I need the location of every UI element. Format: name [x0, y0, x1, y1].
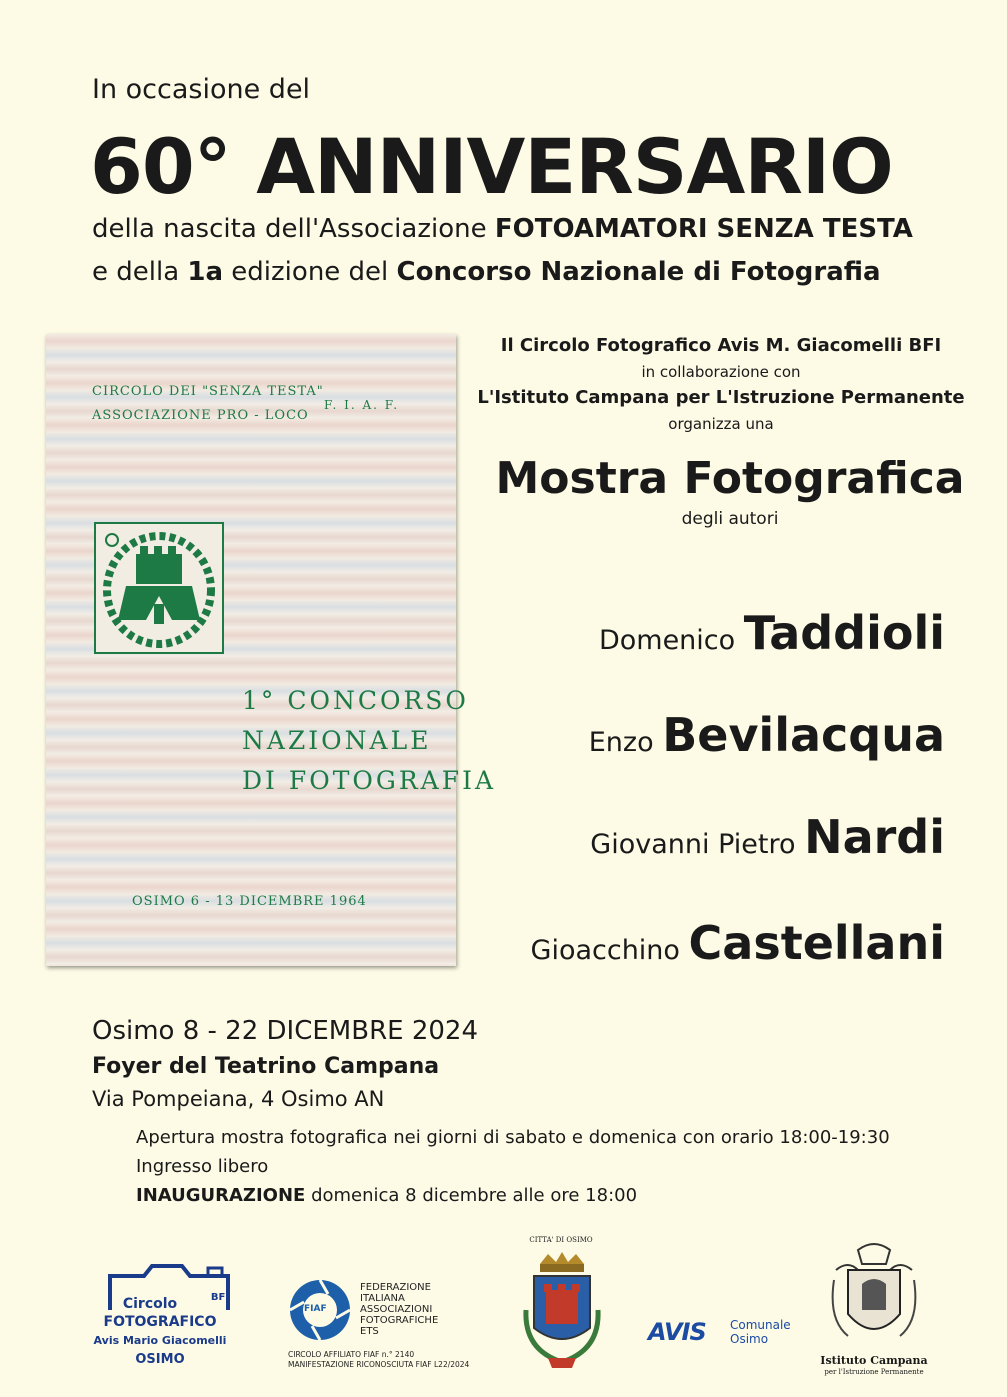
- subtitle-2-text-a: e della: [92, 257, 188, 287]
- event-address: Via Pompeiana, 4 Osimo AN: [92, 1087, 385, 1111]
- circolo-label-3: Avis Mario Giacomelli: [93, 1334, 227, 1347]
- organizer-1: Il Circolo Fotografico Avis M. Giacomelli BFI: [500, 335, 942, 356]
- circolo-bfi: BFI: [210, 1292, 230, 1303]
- circolo-fotografico-logo: [80, 1262, 240, 1374]
- author-last-name: Taddioli: [743, 606, 945, 660]
- inauguration-details: domenica 8 dicembre alle ore 18:00: [305, 1185, 638, 1206]
- fiaf-line: ITALIANA: [360, 1293, 405, 1304]
- author-last-name: Castellani: [688, 916, 945, 970]
- istituto-campana-logo: [818, 1240, 930, 1380]
- author-first-name: Enzo: [588, 727, 663, 758]
- opening-hours: Apertura mostra fotografica nei giorni di sabato e domenica con orario 18:00-19:30: [136, 1127, 890, 1148]
- collaboration-text: in collaborazione con: [641, 363, 801, 381]
- contest-name: Concorso Nazionale di Fotografia: [396, 257, 881, 287]
- subtitle-line-1: [92, 214, 913, 244]
- fiaf-line: ETS: [360, 1326, 379, 1337]
- coat-of-arms-icon: [520, 1250, 604, 1374]
- avis-osimo: Osimo: [730, 1332, 769, 1346]
- cover-date: OSIMO 6 - 13 DICEMBRE 1964: [132, 894, 367, 909]
- author-first-name: Giovanni Pietro: [590, 829, 805, 860]
- intro-text: In occasione del: [92, 74, 311, 105]
- author-3: [590, 810, 945, 864]
- circolo-label-1: Circolo: [122, 1296, 178, 1312]
- avis-comunale: Comunale: [730, 1318, 791, 1332]
- osimo-coat-of-arms: [516, 1236, 606, 1376]
- author-last-name: Bevilacqua: [662, 708, 945, 762]
- cover-line-2: ASSOCIAZIONE PRO - LOCO: [92, 408, 309, 423]
- fiaf-line: FOTOGRAFICHE: [360, 1315, 439, 1326]
- fiaf-affiliation: CIRCOLO AFFILIATO FIAF n.° 2140: [288, 1350, 415, 1359]
- tower-emblem-icon: [94, 522, 224, 654]
- inauguration-label: INAUGURAZIONE: [136, 1185, 306, 1206]
- fiaf-recognition: MANIFESTAZIONE RICONOSCIUTA FIAF L22/2024: [288, 1360, 470, 1369]
- author-first-name: Gioacchino: [530, 935, 689, 966]
- avis-logo: [648, 1316, 808, 1356]
- fiaf-badge-text: FIAF: [304, 1304, 327, 1314]
- author-2: [589, 708, 945, 762]
- cover-line-1: CIRCOLO DEI "SENZA TESTA": [92, 384, 324, 399]
- osimo-caption: CITTA' DI OSIMO: [529, 1236, 593, 1244]
- association-name: FOTOAMATORI SENZA TESTA: [494, 214, 913, 244]
- entry-info: Ingresso libero: [136, 1156, 269, 1177]
- subtitle-2-text-b: edizione del: [223, 257, 397, 287]
- cover-contest-line-3: DI FOTOGRAFIA: [242, 766, 497, 795]
- campana-tagline: per l'Istruzione Permanente: [824, 1368, 924, 1376]
- circolo-label-2: FOTOGRAFICO: [103, 1314, 217, 1330]
- exhibition-title: Mostra Fotografica: [495, 453, 965, 504]
- inauguration-info: [136, 1185, 637, 1206]
- cover-contest-line-1: 1° CONCORSO: [242, 686, 469, 715]
- campana-crest-icon: [828, 1240, 920, 1352]
- fiaf-name: [360, 1282, 438, 1337]
- circolo-label-4: OSIMO: [135, 1352, 185, 1367]
- author-last-name: Nardi: [804, 810, 945, 864]
- author-1: [599, 606, 945, 660]
- edition-number: 1a: [187, 257, 224, 287]
- author-first-name: Domenico: [598, 625, 744, 656]
- fiaf-footnote: [288, 1350, 469, 1370]
- organizes-text: organizza una: [668, 415, 774, 433]
- cover-fiaf: F. I. A. F.: [324, 398, 400, 412]
- subtitle-1-text: della nascita dell'Associazione: [92, 214, 495, 244]
- catalogue-cover-image: [46, 334, 497, 966]
- headline: 60° ANNIVERSARIO: [90, 122, 893, 211]
- campana-name: Istituto Campana: [820, 1354, 928, 1367]
- event-dates: Osimo 8 - 22 DICEMBRE 2024: [92, 1016, 479, 1046]
- subtitle-line-2: [92, 257, 881, 287]
- author-4: [531, 916, 945, 970]
- fiaf-line: ASSOCIAZIONI: [360, 1304, 433, 1315]
- fiaf-line: FEDERAZIONE: [360, 1282, 431, 1293]
- avis-mark: AVIS: [648, 1318, 706, 1346]
- cover-contest-line-2: NAZIONALE: [242, 726, 432, 755]
- organizer-2: L'Istituto Campana per L'Istruzione Permanente: [477, 387, 965, 408]
- event-venue: Foyer del Teatrino Campana: [92, 1054, 440, 1079]
- exhibition-subtitle: degli autori: [681, 509, 779, 529]
- fiaf-logo: [288, 1278, 488, 1378]
